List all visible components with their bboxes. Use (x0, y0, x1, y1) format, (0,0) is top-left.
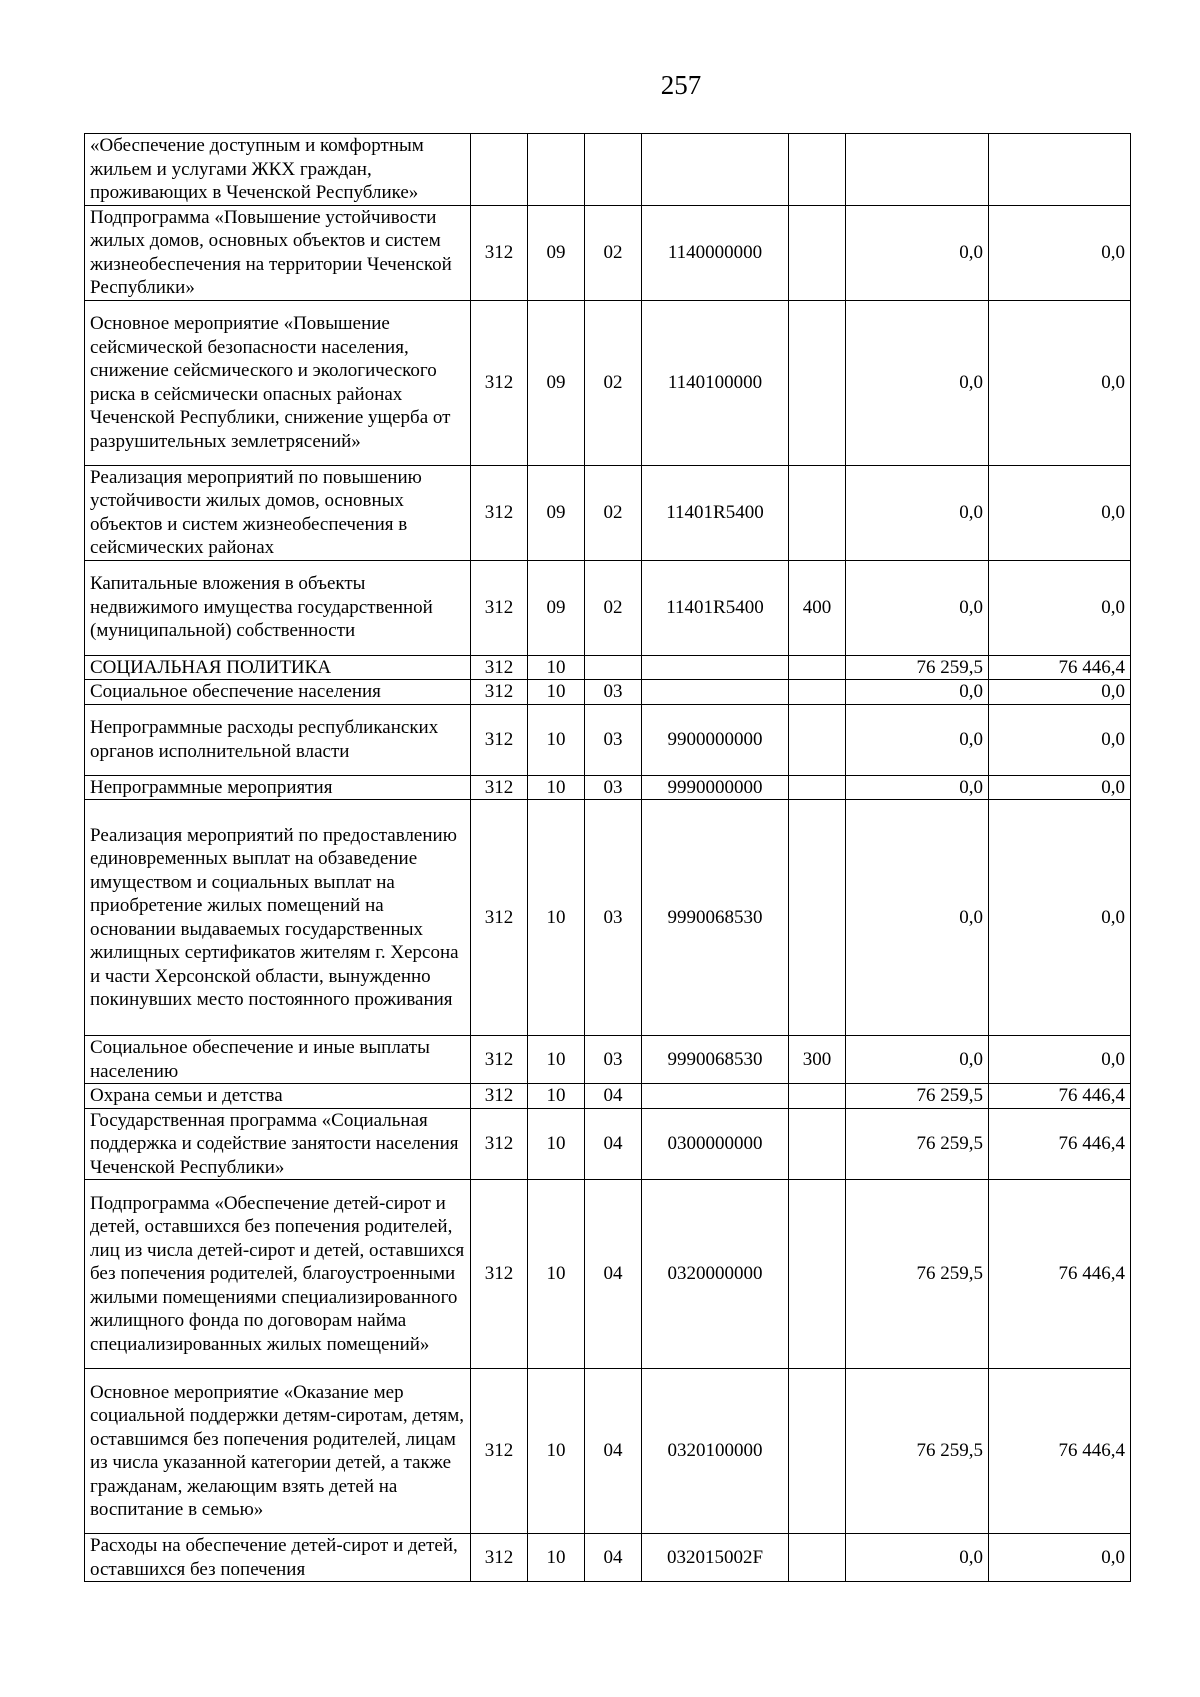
cell-csr: 9990000000 (642, 775, 789, 800)
cell-pr: 03 (585, 775, 642, 800)
cell-ved: 312 (471, 1369, 528, 1534)
row-name: Непрограммные мероприятия (85, 775, 471, 800)
cell-pr: 02 (585, 300, 642, 465)
cell-csr: 9990068530 (642, 800, 789, 1036)
cell-vr (789, 1180, 846, 1369)
row-name: Социальное обеспечение населения (85, 680, 471, 705)
cell-rz: 10 (528, 680, 585, 705)
cell-vr (789, 1084, 846, 1109)
cell-ved (471, 134, 528, 206)
cell-year2: 76 446,4 (989, 1108, 1131, 1180)
cell-pr: 04 (585, 1180, 642, 1369)
cell-vr (789, 655, 846, 680)
cell-vr (789, 680, 846, 705)
cell-pr: 02 (585, 465, 642, 560)
cell-vr: 300 (789, 1036, 846, 1084)
cell-rz: 09 (528, 560, 585, 655)
cell-pr: 04 (585, 1369, 642, 1534)
cell-ved: 312 (471, 465, 528, 560)
cell-pr: 02 (585, 205, 642, 300)
cell-rz: 10 (528, 655, 585, 680)
cell-year2: 0,0 (989, 300, 1131, 465)
row-name: Подпрограмма «Повышение устойчивости жилых домов, основных объектов и систем жизнеобеспечения на территории Чеченской Республики» (85, 205, 471, 300)
table-row (85, 704, 1131, 775)
cell-pr (585, 655, 642, 680)
cell-ved: 312 (471, 1180, 528, 1369)
cell-vr (789, 205, 846, 300)
cell-year2: 0,0 (989, 800, 1131, 1036)
cell-year1: 76 259,5 (846, 1108, 989, 1180)
cell-vr (789, 1369, 846, 1534)
row-name: Охрана семьи и детства (85, 1084, 471, 1109)
table-row (85, 300, 1131, 465)
cell-vr (789, 300, 846, 465)
cell-year1: 0,0 (846, 560, 989, 655)
cell-vr (789, 704, 846, 775)
cell-year1: 0,0 (846, 1036, 989, 1084)
cell-csr: 11401R5400 (642, 465, 789, 560)
cell-year2: 0,0 (989, 205, 1131, 300)
cell-year1: 0,0 (846, 704, 989, 775)
cell-vr (789, 775, 846, 800)
table-row (85, 134, 1131, 206)
table-row (85, 1084, 1131, 1109)
cell-csr: 0300000000 (642, 1108, 789, 1180)
budget-table (84, 133, 1131, 1582)
cell-csr (642, 1084, 789, 1109)
table-row (85, 205, 1131, 300)
cell-ved: 312 (471, 205, 528, 300)
cell-year1: 0,0 (846, 680, 989, 705)
row-name: Капитальные вложения в объекты недвижимого имущества государственной (муниципальной) собственности (85, 560, 471, 655)
cell-year1 (846, 134, 989, 206)
cell-pr: 03 (585, 1036, 642, 1084)
cell-year1: 76 259,5 (846, 655, 989, 680)
row-name: Основное мероприятие «Повышение сейсмической безопасности населения, снижение сейсмического и экологического риска в сейсмически опасных районах Чеченской Республики, снижение ущерба от разрушительных землетрясений» (85, 300, 471, 465)
cell-pr: 04 (585, 1108, 642, 1180)
table-row (85, 1369, 1131, 1534)
cell-csr: 032015002F (642, 1534, 789, 1582)
cell-csr: 0320100000 (642, 1369, 789, 1534)
cell-ved: 312 (471, 560, 528, 655)
cell-ved: 312 (471, 1108, 528, 1180)
cell-ved: 312 (471, 775, 528, 800)
cell-year2: 0,0 (989, 1036, 1131, 1084)
cell-csr: 9900000000 (642, 704, 789, 775)
cell-csr (642, 680, 789, 705)
row-name: Подпрограмма «Обеспечение детей-сирот и детей, оставшихся без попечения родителей, лиц из числа детей-сирот и детей, оставшихся без попечения родителей, благоустроенными жилыми помещениями специализированного жилищного фонда по договорам найма специализированных жилых помещений» (85, 1180, 471, 1369)
cell-pr: 04 (585, 1084, 642, 1109)
cell-rz: 10 (528, 1369, 585, 1534)
cell-csr (642, 134, 789, 206)
table-row (85, 775, 1131, 800)
cell-rz: 09 (528, 300, 585, 465)
cell-year1: 0,0 (846, 300, 989, 465)
cell-pr: 03 (585, 680, 642, 705)
cell-year2: 76 446,4 (989, 1369, 1131, 1534)
cell-pr: 02 (585, 560, 642, 655)
cell-csr: 0320000000 (642, 1180, 789, 1369)
cell-csr: 1140000000 (642, 205, 789, 300)
cell-pr: 03 (585, 704, 642, 775)
cell-ved: 312 (471, 655, 528, 680)
cell-rz: 09 (528, 465, 585, 560)
cell-pr: 03 (585, 800, 642, 1036)
table-row (85, 1036, 1131, 1084)
cell-vr (789, 1108, 846, 1180)
table-row (85, 1180, 1131, 1369)
table-row (85, 800, 1131, 1036)
cell-rz: 09 (528, 205, 585, 300)
cell-ved: 312 (471, 1036, 528, 1084)
cell-year2: 0,0 (989, 1534, 1131, 1582)
cell-ved: 312 (471, 704, 528, 775)
row-name: Реализация мероприятий по предоставлению единовременных выплат на обзаведение имуществом и социальных выплат на приобретение жилых помещений на основании выдаваемых государственных жилищных сертификатов жителям г. Херсона и части Херсонской области, вынужденно покинувших место постоянного проживания (85, 800, 471, 1036)
table-row (85, 680, 1131, 705)
cell-vr (789, 1534, 846, 1582)
row-name: Социальное обеспечение и иные выплаты населению (85, 1036, 471, 1084)
cell-ved: 312 (471, 300, 528, 465)
cell-year1: 0,0 (846, 775, 989, 800)
cell-csr (642, 655, 789, 680)
cell-year1: 0,0 (846, 205, 989, 300)
row-name: «Обеспечение доступным и комфортным жильем и услугами ЖКХ граждан, проживающих в Чеченской Республике» (85, 134, 471, 206)
cell-rz: 10 (528, 704, 585, 775)
cell-vr (789, 465, 846, 560)
cell-vr (789, 800, 846, 1036)
table-row (85, 560, 1131, 655)
row-name: Непрограммные расходы республиканских органов исполнительной власти (85, 704, 471, 775)
cell-rz: 10 (528, 1108, 585, 1180)
cell-year2: 0,0 (989, 560, 1131, 655)
cell-year1: 76 259,5 (846, 1369, 989, 1534)
cell-year2: 76 446,4 (989, 1084, 1131, 1109)
cell-year2: 76 446,4 (989, 655, 1131, 680)
cell-ved: 312 (471, 800, 528, 1036)
cell-csr: 11401R5400 (642, 560, 789, 655)
cell-year1: 0,0 (846, 1534, 989, 1582)
cell-year2: 0,0 (989, 704, 1131, 775)
cell-vr (789, 134, 846, 206)
row-name: СОЦИАЛЬНАЯ ПОЛИТИКА (85, 655, 471, 680)
cell-year2 (989, 134, 1131, 206)
cell-year2: 0,0 (989, 775, 1131, 800)
cell-ved: 312 (471, 1084, 528, 1109)
cell-year1: 0,0 (846, 800, 989, 1036)
cell-csr: 1140100000 (642, 300, 789, 465)
table-row (85, 465, 1131, 560)
cell-rz: 10 (528, 775, 585, 800)
cell-year2: 0,0 (989, 680, 1131, 705)
cell-ved: 312 (471, 1534, 528, 1582)
row-name: Реализация мероприятий по повышению устойчивости жилых домов, основных объектов и систем жизнеобеспечения в сейсмических районах (85, 465, 471, 560)
cell-rz: 10 (528, 1084, 585, 1109)
cell-csr: 9990068530 (642, 1036, 789, 1084)
cell-rz: 10 (528, 1036, 585, 1084)
cell-year1: 76 259,5 (846, 1084, 989, 1109)
cell-rz: 10 (528, 1534, 585, 1582)
cell-year2: 76 446,4 (989, 1180, 1131, 1369)
cell-year2: 0,0 (989, 465, 1131, 560)
cell-year1: 0,0 (846, 465, 989, 560)
table-row (85, 1534, 1131, 1582)
cell-rz (528, 134, 585, 206)
row-name: Основное мероприятие «Оказание мер социальной поддержки детям-сиротам, детям, оставшимся без попечения родителей, лицам из числа указанной категории детей, а также гражданам, желающим взять детей на воспитание в семью» (85, 1369, 471, 1534)
row-name: Расходы на обеспечение детей-сирот и детей, оставшихся без попечения (85, 1534, 471, 1582)
page-number: 257 (660, 70, 702, 100)
cell-ved: 312 (471, 680, 528, 705)
table-row (85, 655, 1131, 680)
table-row (85, 1108, 1131, 1180)
row-name: Государственная программа «Социальная поддержка и содействие занятости населения Чеченской Республики» (85, 1108, 471, 1180)
cell-pr (585, 134, 642, 206)
cell-year1: 76 259,5 (846, 1180, 989, 1369)
cell-rz: 10 (528, 800, 585, 1036)
cell-vr: 400 (789, 560, 846, 655)
cell-rz: 10 (528, 1180, 585, 1369)
cell-pr: 04 (585, 1534, 642, 1582)
